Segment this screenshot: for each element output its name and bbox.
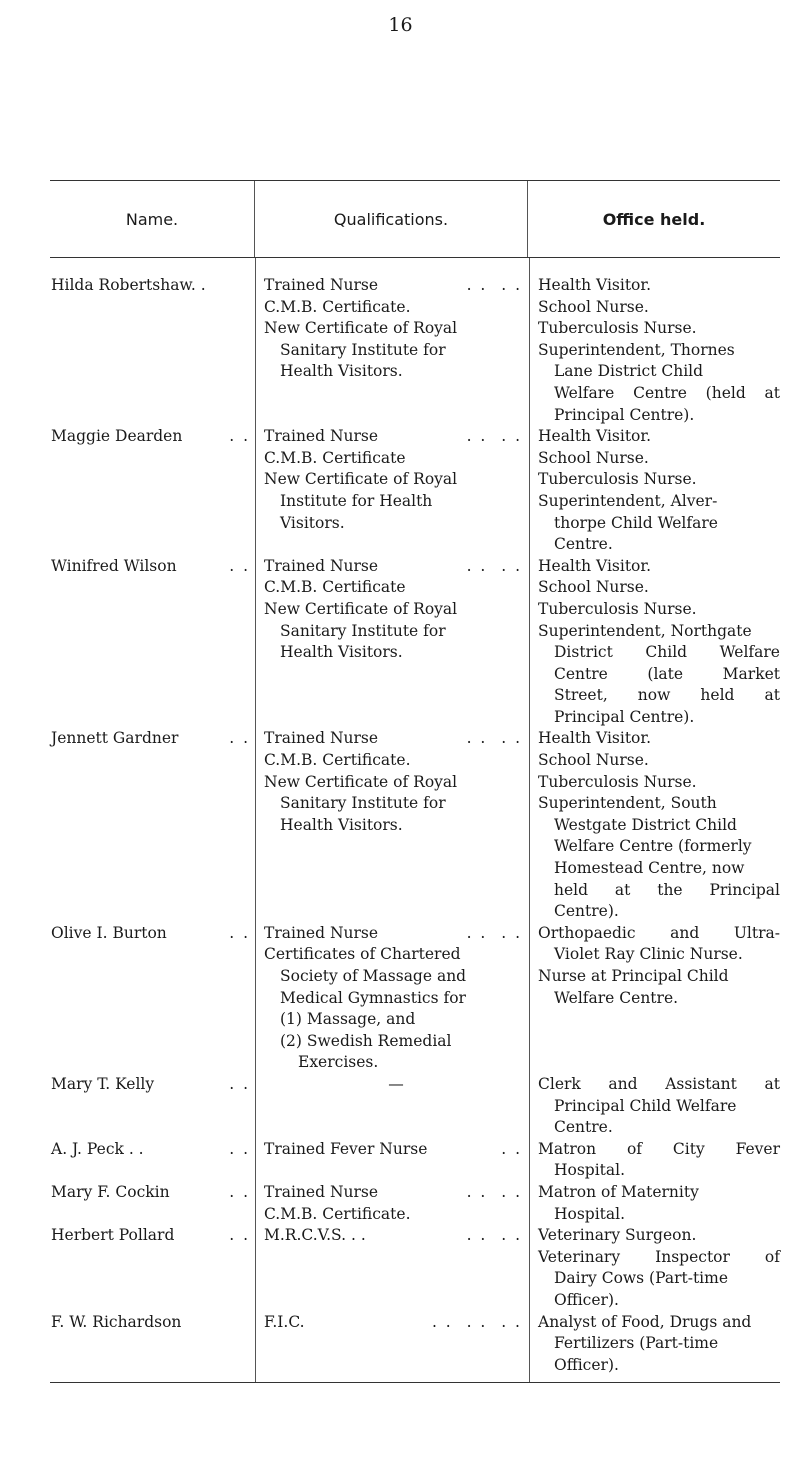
qualification-line: C.M.B. Certificate. — [264, 1204, 411, 1223]
office-line: Superintendent, Northgate — [538, 621, 752, 640]
qualification-line: C.M.B. Certificate — [264, 448, 406, 467]
qualification-line: Health Visitors. — [280, 362, 403, 381]
office-line: Dairy Cows (Part-time — [554, 1269, 729, 1288]
office-line: Tuberculosis Nurse. — [538, 772, 697, 791]
header-qualifications: Qualifications. — [254, 181, 528, 257]
leader-dots: . . — [229, 729, 250, 748]
leader-dots: . . — [501, 1139, 522, 1158]
office-line: Officer). — [554, 1355, 619, 1374]
office-line: School Nurse. — [538, 751, 649, 770]
qualification-line: New Certificate of Royal — [264, 599, 458, 618]
staff-name: A. J. Peck . . — [51, 1139, 144, 1158]
staff-name: Herbert Pollard — [51, 1226, 175, 1245]
qualification-line: C.M.B. Certificate — [264, 578, 406, 597]
office-line: Tuberculosis Nurse. — [538, 319, 697, 338]
leader-dots: . . . . — [466, 1226, 522, 1245]
qualification-line: New Certificate of Royal — [264, 470, 458, 489]
office-line: Principal Centre). — [554, 405, 695, 424]
qualification-line: Exercises. — [298, 1053, 379, 1072]
table-row — [50, 556, 780, 729]
leader-dots: . . — [229, 1182, 250, 1201]
office-line: Lane District Child — [554, 362, 704, 381]
office-line: Veterinary Inspector of — [538, 1247, 780, 1266]
office-line: Matron of Maternity — [538, 1182, 699, 1201]
office-line: Street, now held at — [554, 686, 780, 705]
staff-table — [50, 180, 780, 1383]
leader-dots: . . — [229, 1139, 250, 1158]
office-line: thorpe Child Welfare — [554, 513, 718, 532]
office-line: Superintendent, South — [538, 794, 717, 813]
office-line: Centre. — [554, 1118, 613, 1137]
header-name: Name. — [125, 209, 179, 229]
office-line: held at the Principal — [554, 880, 780, 899]
qualification-line: Sanitary Institute for — [280, 340, 446, 359]
office-line: Superintendent, Alver- — [538, 491, 718, 510]
qualification-line: Trained Nurse — [264, 556, 379, 575]
staff-name: Olive I. Burton — [51, 923, 167, 942]
leader-dots: . . — [229, 556, 250, 575]
table-row — [50, 1312, 780, 1377]
office-line: Hospital. — [554, 1204, 626, 1223]
qualification-line: C.M.B. Certificate. — [264, 751, 411, 770]
office-line: Principal Child Welfare — [554, 1096, 737, 1115]
leader-dots: . . . . — [466, 427, 522, 446]
office-line: Centre (late Market — [554, 664, 780, 683]
office-line: Clerk and Assistant at — [538, 1074, 780, 1093]
header-office: Office held. — [602, 209, 706, 229]
office-line: Welfare Centre (formerly — [554, 837, 752, 856]
office-line: Matron of City Fever — [538, 1139, 780, 1158]
office-line: Health Visitor. — [538, 276, 652, 294]
office-line: Veterinary Surgeon. — [538, 1226, 697, 1245]
qualification-line: Trained Nurse — [264, 427, 379, 446]
office-line: Tuberculosis Nurse. — [538, 470, 697, 489]
qualification-line: F.I.C. — [264, 1312, 305, 1331]
table-row — [50, 1225, 780, 1311]
staff-name: Maggie Dearden — [51, 427, 183, 446]
qualification-line: Trained Fever Nurse — [264, 1139, 428, 1158]
table-row — [50, 1139, 780, 1182]
office-line: Hospital. — [554, 1161, 626, 1180]
staff-name: Mary T. Kelly — [51, 1074, 155, 1093]
office-line: Health Visitor. — [538, 729, 652, 748]
table-row — [50, 728, 780, 922]
office-line: Principal Centre). — [554, 707, 695, 726]
leader-dots: . . — [229, 1074, 250, 1093]
qualification-line: Medical Gymnastics for — [280, 988, 466, 1007]
office-line: District Child Welfare — [554, 643, 780, 662]
table-row — [50, 923, 780, 1074]
leader-dots: . . . . — [466, 923, 522, 942]
office-line: Health Visitor. — [538, 556, 652, 575]
qualification-line: Trained Nurse — [264, 1182, 379, 1201]
qualification-line: Trained Nurse — [264, 923, 379, 942]
leader-dots: . . — [229, 1226, 250, 1245]
office-line: Centre. — [554, 535, 613, 554]
office-line: Nurse at Principal Child — [538, 967, 729, 985]
qualification-line: Trained Nurse — [264, 729, 379, 748]
staff-name: Mary F. Cockin — [51, 1182, 170, 1201]
qualification-line: Health Visitors. — [280, 815, 403, 834]
office-line: Centre). — [554, 902, 619, 921]
office-line: Officer). — [554, 1290, 619, 1309]
staff-name: Jennett Gardner — [51, 729, 179, 748]
table-body — [50, 258, 780, 1383]
office-line: Fertilizers (Part-time — [554, 1334, 719, 1353]
qualification-line: Health Visitors. — [280, 643, 403, 662]
staff-name: F. W. Richardson — [51, 1312, 182, 1331]
leader-dots: . . . . . . — [431, 1312, 522, 1331]
table-row — [50, 426, 780, 556]
office-line: Violet Ray Clinic Nurse. — [554, 945, 743, 964]
qualification-line: Sanitary Institute for — [280, 794, 446, 813]
office-line: Welfare Centre. — [554, 988, 679, 1007]
leader-dots: . . . . — [466, 276, 522, 294]
office-line: Health Visitor. — [538, 427, 652, 446]
table-row — [50, 1182, 780, 1225]
qualification-line: C.M.B. Certificate. — [264, 297, 411, 316]
table-header — [50, 181, 780, 258]
staff-name: Winifred Wilson — [51, 556, 177, 575]
qualification-line: (2) Swedish Remedial — [280, 1031, 452, 1050]
qualification-line: Institute for Health — [280, 491, 433, 510]
leader-dots: . . . . — [466, 1182, 522, 1201]
leader-dots: . . . . — [466, 729, 522, 748]
office-line: Analyst of Food, Drugs and — [538, 1312, 752, 1331]
table-row — [50, 1074, 780, 1139]
office-line: Homestead Centre, now — [554, 859, 745, 878]
qualification-line: — — [388, 1074, 404, 1093]
office-line: Westgate District Child — [554, 815, 737, 834]
staff-name: Hilda Robertshaw. . — [51, 276, 206, 294]
qualification-line: New Certificate of Royal — [264, 319, 458, 338]
qualification-line: New Certificate of Royal — [264, 772, 458, 791]
office-line: School Nurse. — [538, 448, 649, 467]
office-line: Welfare Centre (held at — [554, 383, 780, 402]
qualification-line: Trained Nurse — [264, 276, 379, 294]
leader-dots: . . — [229, 427, 250, 446]
office-line: School Nurse. — [538, 578, 649, 597]
qualification-line: Certificates of Chartered — [264, 945, 461, 964]
column-divider — [529, 258, 530, 1382]
page-number: 16 — [388, 14, 413, 36]
qualification-line: Society of Massage and — [280, 967, 467, 985]
qualification-line: (1) Massage, and — [280, 1010, 416, 1029]
office-line: School Nurse. — [538, 297, 649, 316]
qualification-line: Sanitary Institute for — [280, 621, 446, 640]
table-row — [50, 275, 780, 426]
office-line: Superintendent, Thornes — [538, 340, 735, 359]
office-line: Tuberculosis Nurse. — [538, 599, 697, 618]
leader-dots: . . — [229, 923, 250, 942]
qualification-line: Visitors. — [280, 513, 345, 532]
leader-dots: . . . . — [466, 556, 522, 575]
office-line: Orthopaedic and Ultra- — [538, 923, 780, 942]
qualification-line: M.R.C.V.S. . . — [264, 1226, 366, 1245]
